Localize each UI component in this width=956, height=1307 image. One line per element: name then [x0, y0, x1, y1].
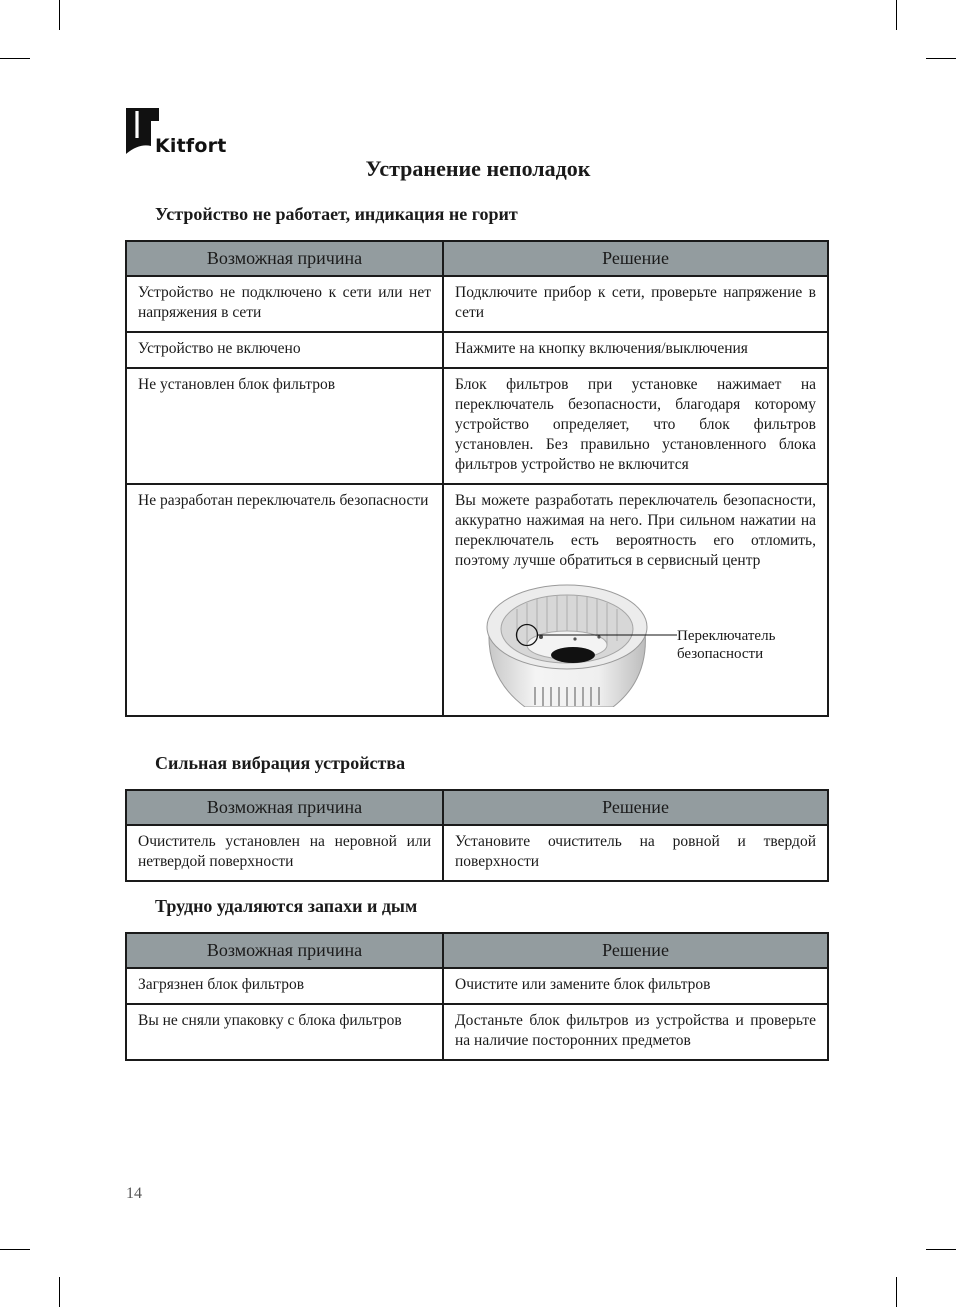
- solution-cell: Очистите или замените блок фильтров: [443, 968, 828, 1004]
- section-title: Трудно удаляются запахи и дым: [155, 896, 418, 916]
- crop-mark: [896, 0, 897, 30]
- header-cause: Возможная причина: [126, 241, 443, 276]
- table-row: [126, 332, 828, 368]
- table-row: [126, 825, 828, 881]
- table-row: [126, 484, 828, 716]
- table-row: [126, 276, 828, 332]
- solution-cell: Подключите прибор к сети, проверьте напряжение в сети: [443, 276, 828, 332]
- table-header-row: [126, 241, 828, 276]
- safety-switch-illustration: [477, 579, 817, 707]
- page-title: Устранение неполадок: [365, 156, 591, 181]
- header-solution: Решение: [443, 790, 828, 825]
- crop-mark: [59, 0, 60, 30]
- header-solution: Решение: [443, 241, 828, 276]
- cause-cell: Устройство не включено: [126, 332, 443, 368]
- crop-mark: [59, 1277, 60, 1307]
- solution-text: Вы можете разработать переключатель безопасности, аккуратно нажимая на него. При сильном нажатии на переключатель есть вероятность его отломить, поэтому лучше обратиться в сервисный центр: [455, 492, 816, 569]
- solution-cell: Блок фильтров при установке нажимает на переключатель безопасности, благодаря которому устройство определяет, что блок фильтров установлен. Без правильно установленного блока фильтров устройство не включится: [443, 368, 828, 484]
- crop-mark: [926, 58, 956, 59]
- image-caption-line2: безопасности: [677, 646, 764, 662]
- header-cause: Возможная причина: [126, 790, 443, 825]
- table-row: [126, 1004, 828, 1060]
- cause-cell: Не разработан переключатель безопасности: [126, 484, 443, 716]
- table-header-row: [126, 933, 828, 968]
- table-header-row: [126, 790, 828, 825]
- table-row: [126, 968, 828, 1004]
- crop-mark: [0, 58, 30, 59]
- troubleshooting-table: [125, 240, 829, 717]
- solution-cell: Достаньте блок фильтров из устройства и проверьте на наличие посторонних предметов: [443, 1004, 828, 1060]
- cause-cell: Загрязнен блок фильтров: [126, 968, 443, 1004]
- solution-cell: [443, 484, 828, 716]
- table-row: [126, 368, 828, 484]
- header-cause: Возможная причина: [126, 933, 443, 968]
- troubleshooting-table: [125, 789, 829, 882]
- section-title: Сильная вибрация устройства: [155, 753, 406, 773]
- header-solution: Решение: [443, 933, 828, 968]
- brand-name: Kitfort: [155, 135, 227, 157]
- cause-cell: Вы не сняли упаковку с блока фильтров: [126, 1004, 443, 1060]
- troubleshooting-table: [125, 932, 829, 1061]
- cause-cell: Очиститель установлен на неровной или нетвердой поверхности: [126, 825, 443, 881]
- crop-mark: [0, 1249, 30, 1250]
- image-caption-line1: Переключатель: [677, 628, 776, 644]
- page-number: 14: [126, 1185, 142, 1202]
- cause-cell: Не установлен блок фильтров: [126, 368, 443, 484]
- solution-cell: Нажмите на кнопку включения/выключения: [443, 332, 828, 368]
- crop-mark: [926, 1249, 956, 1250]
- cause-cell: Устройство не подключено к сети или нет напряжения в сети: [126, 276, 443, 332]
- section-title: Устройство не работает, индикация не горит: [155, 204, 518, 224]
- solution-cell: Установите очиститель на ровной и твердой поверхности: [443, 825, 828, 881]
- crop-mark: [896, 1277, 897, 1307]
